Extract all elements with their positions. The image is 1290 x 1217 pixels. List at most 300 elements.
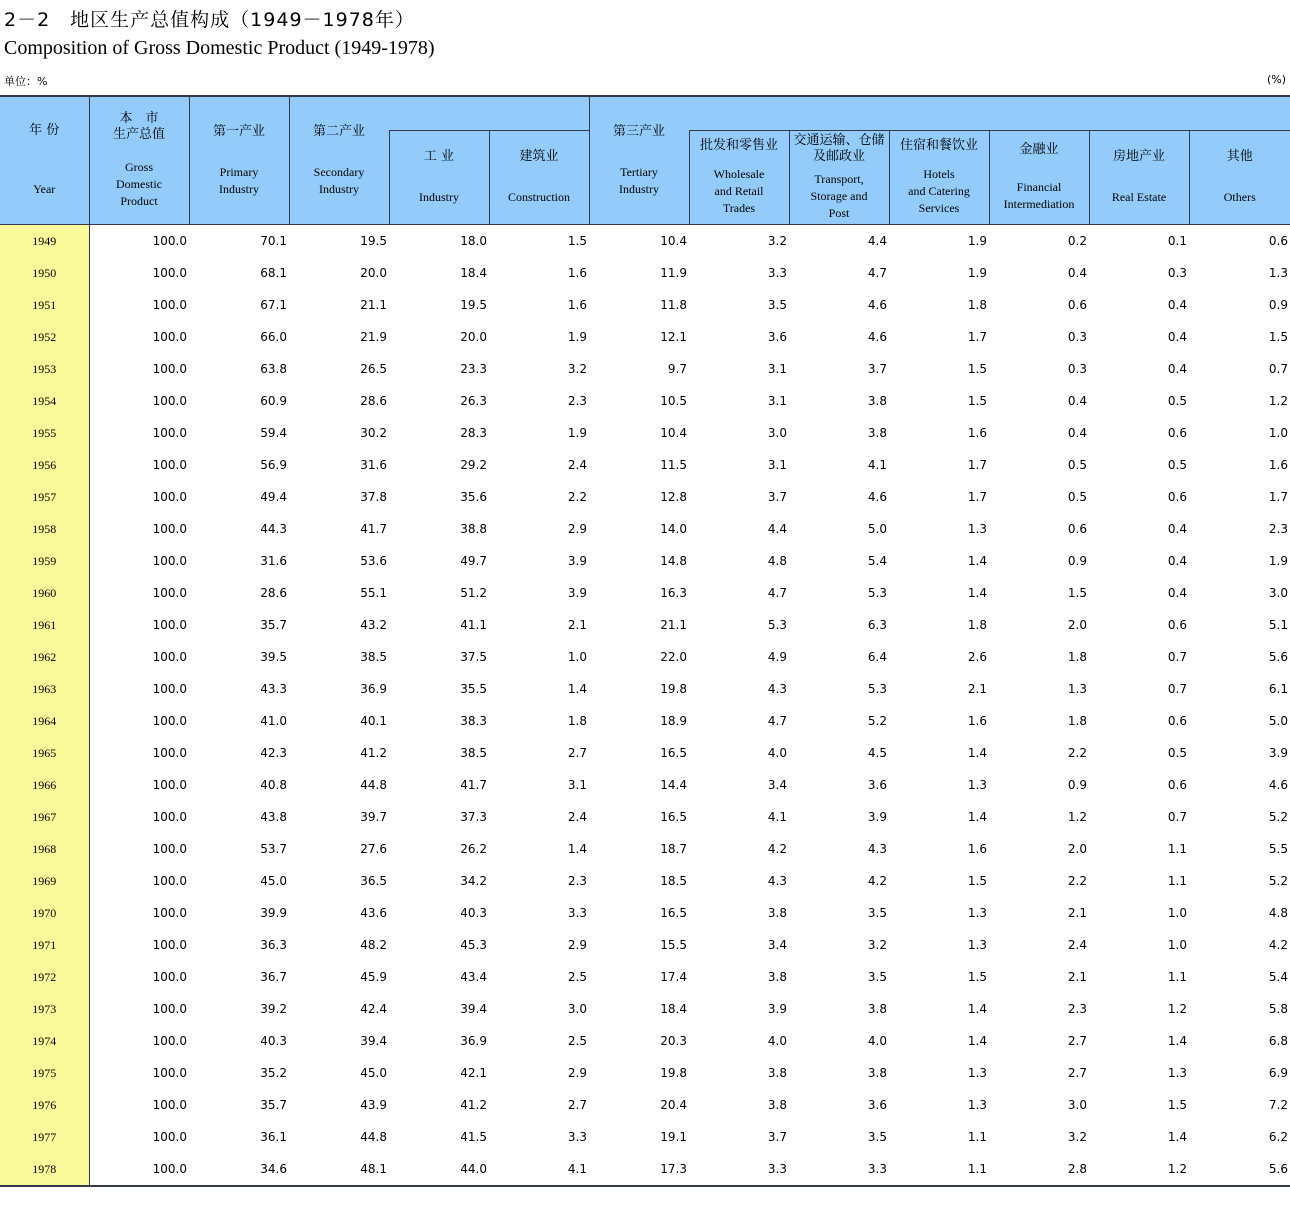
cell-others: 1.5 [1268, 330, 1288, 344]
cell-hotels: 1.4 [967, 1002, 987, 1016]
cell-year: 1969 [0, 865, 89, 897]
header-secondary-en1: Secondary [313, 164, 365, 179]
cell-hotels: 1.1 [889, 1153, 989, 1186]
cell-hotels: 1.5 [967, 362, 987, 376]
header-gdp [89, 96, 189, 225]
header-gdp-en2: Domestic [116, 177, 162, 191]
cell-realestate: 0.4 [1167, 522, 1187, 536]
header-secondary-en2: Industry [319, 181, 359, 196]
table-row [0, 641, 1290, 673]
cell-realestate: 1.1 [1167, 874, 1187, 888]
cell-secondary: 20.0 [360, 266, 387, 280]
cell-transport: 3.8 [867, 1066, 887, 1080]
cell-transport: 3.8 [867, 1002, 887, 1016]
table-row [0, 257, 1290, 289]
cell-tertiary: 19.8 [660, 1066, 687, 1080]
cell-year: 1964 [0, 705, 89, 737]
cell-construction: 1.9 [567, 426, 587, 440]
cell-realestate: 1.4 [1167, 1034, 1187, 1048]
cell-realestate: 1.3 [1167, 1066, 1187, 1080]
cell-hotels: 1.9 [889, 225, 989, 258]
header-gdp-en3: Product [120, 194, 158, 208]
cell-gdp: 100.0 [152, 618, 187, 632]
cell-construction: 2.7 [567, 746, 587, 760]
cell-year: 1976 [0, 1089, 89, 1121]
cell-tertiary: 19.1 [660, 1130, 687, 1144]
cell-hotels: 1.3 [967, 906, 987, 920]
cell-year: 1973 [0, 993, 89, 1025]
cell-secondary: 40.1 [360, 714, 387, 728]
cell-primary: 66.0 [260, 330, 287, 344]
table-row [0, 961, 1290, 993]
cell-secondary: 43.9 [360, 1098, 387, 1112]
header-finance-cn: 金融业 [1019, 142, 1059, 157]
cell-construction: 1.5 [489, 225, 589, 258]
table-body [0, 225, 1290, 1187]
cell-year: 1970 [0, 897, 89, 929]
cell-finance: 1.3 [1067, 682, 1087, 696]
cell-hotels: 1.8 [967, 298, 987, 312]
cell-secondary: 43.6 [360, 906, 387, 920]
cell-transport: 3.5 [867, 906, 887, 920]
cell-finance: 0.4 [1067, 266, 1087, 280]
cell-wholesale: 3.0 [767, 426, 787, 440]
table-row [0, 385, 1290, 417]
cell-tertiary: 17.3 [589, 1153, 689, 1186]
header-tertiary-en2: Industry [619, 181, 659, 196]
cell-others: 1.9 [1268, 554, 1288, 568]
cell-others: 1.7 [1268, 490, 1288, 504]
cell-construction: 2.5 [567, 970, 587, 984]
cell-finance: 0.5 [1067, 490, 1087, 504]
cell-tertiary: 12.8 [660, 490, 687, 504]
cell-realestate: 1.0 [1167, 938, 1187, 952]
cell-transport: 6.4 [867, 650, 887, 664]
cell-primary: 60.9 [260, 394, 287, 408]
cell-secondary: 36.9 [360, 682, 387, 696]
cell-secondary: 45.9 [360, 970, 387, 984]
cell-others: 3.9 [1268, 746, 1288, 760]
cell-construction: 2.7 [567, 1098, 587, 1112]
cell-others: 1.0 [1268, 426, 1288, 440]
cell-secondary: 31.6 [360, 458, 387, 472]
cell-primary: 63.8 [260, 362, 287, 376]
header-wholesale-en1: Wholesale [713, 167, 765, 181]
cell-gdp: 100.0 [152, 266, 187, 280]
cell-industry: 37.5 [460, 650, 487, 664]
cell-construction: 2.1 [567, 618, 587, 632]
cell-wholesale: 4.8 [767, 554, 787, 568]
header-construction-en: Construction [508, 190, 570, 204]
cell-year: 1950 [0, 257, 89, 289]
cell-construction: 1.0 [567, 650, 587, 664]
cell-construction: 3.3 [567, 1130, 587, 1144]
cell-industry: 18.0 [389, 225, 489, 258]
cell-secondary: 48.1 [289, 1153, 389, 1186]
header-primary [189, 96, 289, 225]
cell-tertiary: 11.8 [660, 298, 687, 312]
cell-realestate: 1.4 [1167, 1130, 1187, 1144]
cell-transport: 5.4 [867, 554, 887, 568]
header-secondary-cn: 第二产业 [312, 123, 365, 139]
cell-secondary: 45.0 [360, 1066, 387, 1080]
cell-tertiary: 22.0 [660, 650, 687, 664]
header-hotels-en1: Hotels [923, 167, 955, 181]
cell-construction: 2.9 [567, 938, 587, 952]
header-tertiary-span [689, 96, 1290, 131]
cell-secondary: 39.7 [360, 810, 387, 824]
cell-construction: 2.4 [567, 458, 587, 472]
header-transport-cn1: 交通运输、仓储 [793, 133, 885, 148]
cell-wholesale: 4.1 [767, 810, 787, 824]
cell-finance: 2.7 [1067, 1066, 1087, 1080]
header-transport [789, 131, 889, 225]
cell-finance: 2.4 [1067, 938, 1087, 952]
cell-finance: 3.2 [1067, 1130, 1087, 1144]
cell-construction: 1.9 [567, 330, 587, 344]
cell-secondary: 55.1 [360, 586, 387, 600]
cell-realestate: 0.7 [1167, 650, 1187, 664]
cell-primary: 40.3 [260, 1034, 287, 1048]
cell-industry: 38.8 [460, 522, 487, 536]
cell-realestate: 0.1 [1089, 225, 1189, 258]
table-row [0, 1025, 1290, 1057]
header-transport-en1: Transport, [814, 172, 864, 186]
cell-primary: 53.7 [260, 842, 287, 856]
cell-others: 5.6 [1268, 650, 1288, 664]
cell-primary: 36.3 [260, 938, 287, 952]
cell-year: 1971 [0, 929, 89, 961]
header-realestate-cn: 房地产业 [1112, 149, 1165, 164]
cell-others: 5.0 [1268, 714, 1288, 728]
cell-others: 6.8 [1268, 1034, 1288, 1048]
header-tertiary-en1: Tertiary [620, 164, 658, 179]
cell-realestate: 0.4 [1167, 586, 1187, 600]
cell-hotels: 1.4 [967, 586, 987, 600]
cell-primary: 39.5 [260, 650, 287, 664]
cell-industry: 35.5 [460, 682, 487, 696]
cell-construction: 1.6 [567, 266, 587, 280]
cell-gdp: 100.0 [152, 810, 187, 824]
header-gdp-cn1: 本 市 [119, 111, 159, 126]
cell-others: 6.1 [1268, 682, 1288, 696]
cell-others: 1.6 [1268, 458, 1288, 472]
cell-tertiary: 16.3 [660, 586, 687, 600]
cell-finance: 0.6 [1067, 298, 1087, 312]
cell-gdp: 100.0 [152, 682, 187, 696]
header-secondary [289, 96, 389, 225]
cell-secondary: 30.2 [360, 426, 387, 440]
cell-hotels: 1.5 [967, 874, 987, 888]
cell-primary: 35.7 [260, 1098, 287, 1112]
header-transport-en3: Post [828, 206, 850, 220]
cell-secondary: 44.8 [360, 1130, 387, 1144]
table-row [0, 609, 1290, 641]
cell-primary: 35.2 [260, 1066, 287, 1080]
cell-secondary: 48.2 [360, 938, 387, 952]
cell-gdp: 100.0 [152, 1034, 187, 1048]
header-year-en: Year [33, 182, 56, 196]
cell-primary: 42.3 [260, 746, 287, 760]
cell-gdp: 100.0 [152, 650, 187, 664]
cell-finance: 1.8 [1067, 714, 1087, 728]
cell-realestate: 0.4 [1167, 330, 1187, 344]
cell-others: 4.2 [1268, 938, 1288, 952]
cell-industry: 38.5 [460, 746, 487, 760]
cell-gdp: 100.0 [152, 330, 187, 344]
table-row [0, 929, 1290, 961]
cell-construction: 1.4 [567, 682, 587, 696]
cell-year: 1957 [0, 481, 89, 513]
cell-gdp: 100.0 [152, 938, 187, 952]
cell-realestate: 1.1 [1167, 970, 1187, 984]
cell-tertiary: 14.0 [660, 522, 687, 536]
cell-industry: 41.7 [460, 778, 487, 792]
cell-finance: 1.2 [1067, 810, 1087, 824]
cell-construction: 4.1 [489, 1153, 589, 1186]
cell-hotels: 2.1 [967, 682, 987, 696]
cell-primary: 67.1 [260, 298, 287, 312]
cell-wholesale: 4.4 [767, 522, 787, 536]
cell-tertiary: 16.5 [660, 746, 687, 760]
cell-construction: 3.2 [567, 362, 587, 376]
header-realestate-en: Real Estate [1111, 190, 1167, 204]
cell-construction: 3.9 [567, 554, 587, 568]
cell-finance: 2.8 [989, 1153, 1089, 1186]
cell-industry: 43.4 [460, 970, 487, 984]
header-finance-en2: Intermediation [1003, 197, 1075, 211]
cell-transport: 3.6 [867, 778, 887, 792]
cell-others: 5.4 [1268, 970, 1288, 984]
cell-transport: 4.6 [867, 490, 887, 504]
header-wholesale-cn: 批发和零售业 [699, 138, 778, 153]
cell-primary: 44.3 [260, 522, 287, 536]
cell-secondary: 19.5 [289, 225, 389, 258]
cell-industry: 37.3 [460, 810, 487, 824]
cell-primary: 34.6 [189, 1153, 289, 1186]
cell-gdp: 100.0 [89, 1153, 189, 1186]
cell-primary: 36.7 [260, 970, 287, 984]
cell-realestate: 0.6 [1167, 490, 1187, 504]
table-row [0, 1121, 1290, 1153]
cell-primary: 40.8 [260, 778, 287, 792]
cell-wholesale: 3.8 [767, 906, 787, 920]
header-realestate [1089, 131, 1189, 225]
cell-year: 1968 [0, 833, 89, 865]
cell-year: 1960 [0, 577, 89, 609]
cell-primary: 39.2 [260, 1002, 287, 1016]
cell-transport: 3.6 [867, 1098, 887, 1112]
header-finance-en1: Financial [1016, 180, 1062, 194]
cell-finance: 2.2 [1067, 746, 1087, 760]
header-primary-en1: Primary [219, 164, 259, 179]
cell-transport: 4.0 [867, 1034, 887, 1048]
cell-industry: 45.3 [460, 938, 487, 952]
cell-transport: 6.3 [867, 618, 887, 632]
table-row [0, 673, 1290, 705]
cell-finance: 0.6 [1067, 522, 1087, 536]
cell-finance: 2.0 [1067, 618, 1087, 632]
cell-industry: 41.5 [460, 1130, 487, 1144]
header-secondary-span [389, 96, 589, 131]
cell-secondary: 39.4 [360, 1034, 387, 1048]
cell-tertiary: 9.7 [667, 362, 687, 376]
cell-year: 1962 [0, 641, 89, 673]
cell-industry: 26.2 [460, 842, 487, 856]
unit-label: 单位：% [4, 75, 48, 88]
header-finance [989, 131, 1089, 225]
cell-realestate: 0.5 [1167, 394, 1187, 408]
cell-construction: 2.3 [567, 874, 587, 888]
cell-industry: 44.0 [389, 1153, 489, 1186]
header-transport-cn2: 及邮政业 [812, 149, 865, 164]
cell-gdp: 100.0 [152, 778, 187, 792]
cell-construction: 2.5 [567, 1034, 587, 1048]
cell-hotels: 1.8 [967, 618, 987, 632]
table-row [0, 513, 1290, 545]
cell-finance: 0.9 [1067, 778, 1087, 792]
cell-others: 1.2 [1268, 394, 1288, 408]
cell-primary: 49.4 [260, 490, 287, 504]
table-row [0, 449, 1290, 481]
cell-primary: 31.6 [260, 554, 287, 568]
cell-gdp: 100.0 [152, 1130, 187, 1144]
cell-transport: 4.1 [867, 458, 887, 472]
cell-hotels: 1.9 [967, 266, 987, 280]
cell-secondary: 28.6 [360, 394, 387, 408]
table-row [0, 737, 1290, 769]
cell-construction: 3.0 [567, 1002, 587, 1016]
table-row [0, 1057, 1290, 1089]
cell-others: 6.2 [1268, 1130, 1288, 1144]
cell-transport: 4.3 [867, 842, 887, 856]
cell-finance: 0.3 [1067, 330, 1087, 344]
cell-wholesale: 4.0 [767, 1034, 787, 1048]
table-header [0, 96, 1290, 225]
cell-gdp: 100.0 [152, 1098, 187, 1112]
cell-transport: 3.5 [867, 1130, 887, 1144]
header-industry [389, 131, 489, 225]
cell-construction: 1.6 [567, 298, 587, 312]
cell-hotels: 1.7 [967, 490, 987, 504]
cell-finance: 1.8 [1067, 650, 1087, 664]
cell-hotels: 1.7 [967, 330, 987, 344]
cell-tertiary: 20.3 [660, 1034, 687, 1048]
cell-finance: 2.7 [1067, 1034, 1087, 1048]
header-construction [489, 131, 589, 225]
cell-finance: 1.5 [1067, 586, 1087, 600]
cell-realestate: 0.6 [1167, 426, 1187, 440]
cell-others: 1.3 [1268, 266, 1288, 280]
cell-hotels: 1.1 [967, 1130, 987, 1144]
gdp-composition-table [0, 95, 1290, 1187]
cell-others: 5.5 [1268, 842, 1288, 856]
cell-hotels: 1.3 [967, 522, 987, 536]
cell-others: 7.2 [1268, 1098, 1288, 1112]
cell-gdp: 100.0 [152, 490, 187, 504]
cell-construction: 3.9 [567, 586, 587, 600]
cell-gdp: 100.0 [152, 586, 187, 600]
cell-secondary: 38.5 [360, 650, 387, 664]
table-row [0, 865, 1290, 897]
header-year-cn: 年 份 [29, 123, 60, 138]
cell-hotels: 1.4 [967, 554, 987, 568]
cell-finance: 0.9 [1067, 554, 1087, 568]
cell-gdp: 100.0 [152, 874, 187, 888]
table-row [0, 321, 1290, 353]
header-others-cn: 其他 [1226, 149, 1253, 164]
cell-construction: 1.8 [567, 714, 587, 728]
cell-hotels: 1.3 [967, 938, 987, 952]
cell-hotels: 1.7 [967, 458, 987, 472]
cell-secondary: 41.7 [360, 522, 387, 536]
cell-tertiary: 19.8 [660, 682, 687, 696]
cell-wholesale: 4.7 [767, 586, 787, 600]
cell-others: 5.8 [1268, 1002, 1288, 1016]
header-tertiary-cn: 第三产业 [612, 123, 665, 139]
cell-construction: 2.9 [567, 1066, 587, 1080]
cell-wholesale: 3.3 [767, 266, 787, 280]
cell-realestate: 0.6 [1167, 778, 1187, 792]
cell-industry: 41.2 [460, 1098, 487, 1112]
cell-hotels: 1.3 [967, 778, 987, 792]
cell-primary: 56.9 [260, 458, 287, 472]
cell-tertiary: 14.4 [660, 778, 687, 792]
table-row [0, 705, 1290, 737]
cell-tertiary: 16.5 [660, 810, 687, 824]
cell-wholesale: 3.1 [767, 394, 787, 408]
cell-wholesale: 4.7 [767, 714, 787, 728]
cell-transport: 4.5 [867, 746, 887, 760]
table-row [0, 1153, 1290, 1186]
header-hotels [889, 131, 989, 225]
table-row [0, 225, 1290, 258]
cell-primary: 59.4 [260, 426, 287, 440]
cell-gdp: 100.0 [152, 394, 187, 408]
cell-finance: 0.4 [1067, 426, 1087, 440]
cell-secondary: 21.9 [360, 330, 387, 344]
cell-others: 5.2 [1268, 874, 1288, 888]
cell-year: 1952 [0, 321, 89, 353]
cell-finance: 2.1 [1067, 970, 1087, 984]
cell-transport: 3.5 [867, 970, 887, 984]
cell-tertiary: 10.4 [660, 426, 687, 440]
cell-year: 1959 [0, 545, 89, 577]
cell-others: 5.1 [1268, 618, 1288, 632]
cell-primary: 45.0 [260, 874, 287, 888]
cell-industry: 49.7 [460, 554, 487, 568]
cell-wholesale: 3.7 [767, 1130, 787, 1144]
header-transport-en2: Storage and [810, 189, 868, 203]
cell-transport: 5.3 [867, 586, 887, 600]
header-hotels-en2: and Catering [908, 184, 970, 198]
cell-transport: 5.3 [867, 682, 887, 696]
cell-secondary: 21.1 [360, 298, 387, 312]
table-row [0, 481, 1290, 513]
cell-year: 1975 [0, 1057, 89, 1089]
header-primary-en2: Industry [219, 181, 259, 196]
cell-tertiary: 11.5 [660, 458, 687, 472]
cell-transport: 3.7 [867, 362, 887, 376]
cell-tertiary: 12.1 [660, 330, 687, 344]
cell-hotels: 1.3 [967, 1066, 987, 1080]
cell-wholesale: 3.2 [689, 225, 789, 258]
cell-others: 2.3 [1268, 522, 1288, 536]
cell-industry: 20.0 [460, 330, 487, 344]
cell-wholesale: 5.3 [767, 618, 787, 632]
cell-wholesale: 3.7 [767, 490, 787, 504]
cell-wholesale: 3.6 [767, 330, 787, 344]
